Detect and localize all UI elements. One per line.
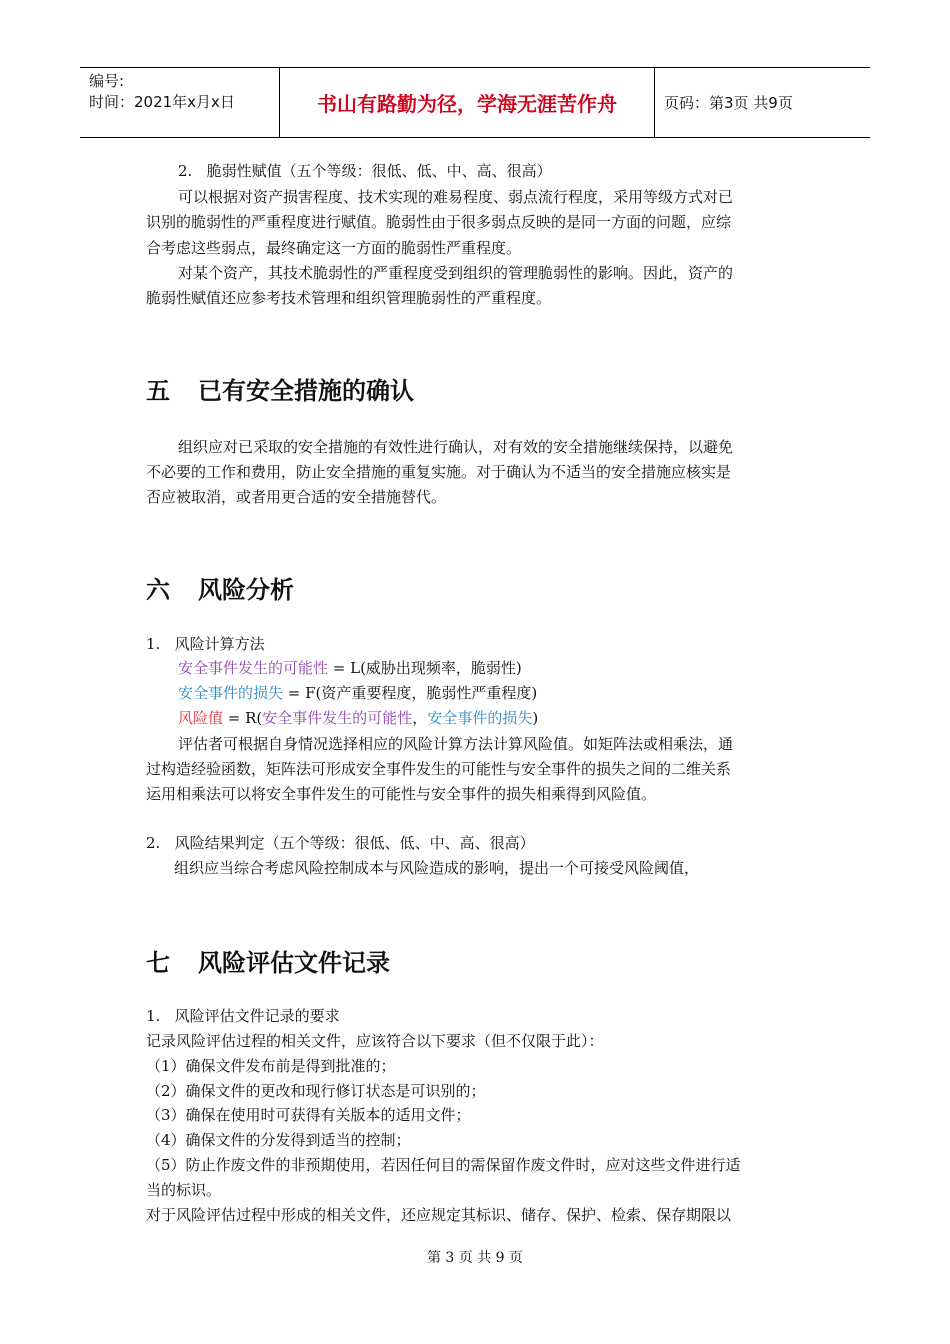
- s7-req-1: （1）确保文件发布前是得到批准的；: [146, 1057, 396, 1075]
- s7-req-5-line2: 当的标识。: [146, 1181, 222, 1199]
- s4-p1-line3: 合考虑这些弱点，最终确定这一方面的脆弱性严重程度。: [146, 239, 522, 257]
- header-motto: 书山有路勤为径，学海无涯苦作舟: [280, 68, 655, 137]
- formula-3-loss: 安全事件的损失: [427, 709, 533, 727]
- s7-req-4: （4）确保文件的分发得到适当的控制；: [146, 1131, 411, 1149]
- header-meta: [80, 68, 280, 137]
- s6-formula-3: [178, 708, 538, 728]
- formula-likelihood-term: 安全事件发生的可能性: [178, 659, 329, 677]
- doc-number-label: 编号:: [89, 72, 125, 90]
- s6-p2-line1: 组织应当综合考虑风险控制成本与风险造成的影响，提出一个可接受风险阈值，: [174, 859, 700, 877]
- formula-3-comma: ，: [412, 709, 428, 727]
- section-5-heading: [146, 371, 414, 406]
- page-footer: 第 3 页 共 9 页: [426, 1250, 524, 1266]
- section-5-number: 五: [146, 377, 170, 405]
- s4-item2: 2. 脆弱性赋值（五个等级：很低、低、中、高、很高）: [178, 162, 552, 180]
- s4-p1-line1: 可以根据对资产损害程度、技术实现的难易程度、弱点流行程度，采用等级方式对已: [178, 188, 734, 206]
- section-6-title: 风险分析: [198, 576, 294, 604]
- s6-formula-1: [178, 658, 522, 678]
- s7-last-line: 对于风险评估过程中形成的相关文件，还应规定其标识、储存、保护、检索、保存期限以: [146, 1206, 732, 1224]
- formula-3-end: ): [532, 709, 539, 727]
- formula-2-rest: = F(资产重要程度，脆弱性严重程度): [283, 684, 538, 702]
- section-7-number: 七: [146, 949, 170, 977]
- section-7-heading: [146, 943, 390, 978]
- s5-p-line3: 否应被取消，或者用更合适的安全措施替代。: [146, 488, 447, 506]
- s6-formula-2: [178, 683, 537, 703]
- s6-p-line3: 运用相乘法可以将安全事件发生的可能性与安全事件的损失相乘得到风险值。: [146, 785, 657, 803]
- section-7-title: 风险评估文件记录: [198, 949, 390, 977]
- header-page-label: 页码：第3页 共9页: [664, 94, 793, 112]
- s7-req-3: （3）确保在使用时可获得有关版本的适用文件；: [146, 1106, 471, 1124]
- formula-1-rest: = L(威胁出现频率，脆弱性): [328, 659, 522, 677]
- s7-item1: 1. 风险评估文件记录的要求: [146, 1007, 340, 1025]
- section-5-title: 已有安全措施的确认: [198, 377, 414, 405]
- section-6-number: 六: [146, 576, 170, 604]
- s7-intro: 记录风险评估过程的相关文件，应该符合以下要求（但不仅限于此）：: [146, 1032, 604, 1050]
- s7-req-2: （2）确保文件的更改和现行修订状态是可识别的；: [146, 1082, 486, 1100]
- page-header: [80, 67, 870, 138]
- section-6-heading: [146, 570, 294, 605]
- s5-p-line1: 组织应对已采取的安全措施的有效性进行确认，对有效的安全措施继续保持，以避免: [178, 438, 734, 456]
- formula-3-likelihood: 安全事件发生的可能性: [262, 709, 413, 727]
- s4-p2-line1: 对某个资产，其技术脆弱性的严重程度受到组织的管理脆弱性的影响。因此，资产的: [178, 264, 734, 282]
- s6-item1: 1. 风险计算方法: [146, 635, 265, 653]
- formula-risk-term: 风险值: [178, 709, 224, 727]
- formula-loss-term: 安全事件的损失: [178, 684, 284, 702]
- s6-item2: 2. 风险结果判定（五个等级：很低、低、中、高、很高）: [146, 834, 535, 852]
- doc-time-label: 时间：2021年x月x日: [89, 93, 235, 111]
- s6-p-line1: 评估者可根据自身情况选择相应的风险计算方法计算风险值。如矩阵法或相乘法，通: [178, 735, 734, 753]
- formula-3-mid: = R(: [223, 709, 263, 727]
- s6-p-line2: 过构造经验函数，矩阵法可形成安全事件发生的可能性与安全事件的损失之间的二维关系: [146, 760, 732, 778]
- s7-req-5-line1: （5）防止作废文件的非预期使用，若因任何目的需保留作废文件时，应对这些文件进行适: [146, 1156, 741, 1174]
- s5-p-line2: 不必要的工作和费用，防止安全措施的重复实施。对于确认为不适当的安全措施应核实是: [146, 463, 732, 481]
- s4-p1-line2: 识别的脆弱性的严重程度进行赋值。脆弱性由于很多弱点反映的是同一方面的问题，应综: [146, 213, 732, 231]
- s4-p2-line2: 脆弱性赋值还应参考技术管理和组织管理脆弱性的严重程度。: [146, 289, 552, 307]
